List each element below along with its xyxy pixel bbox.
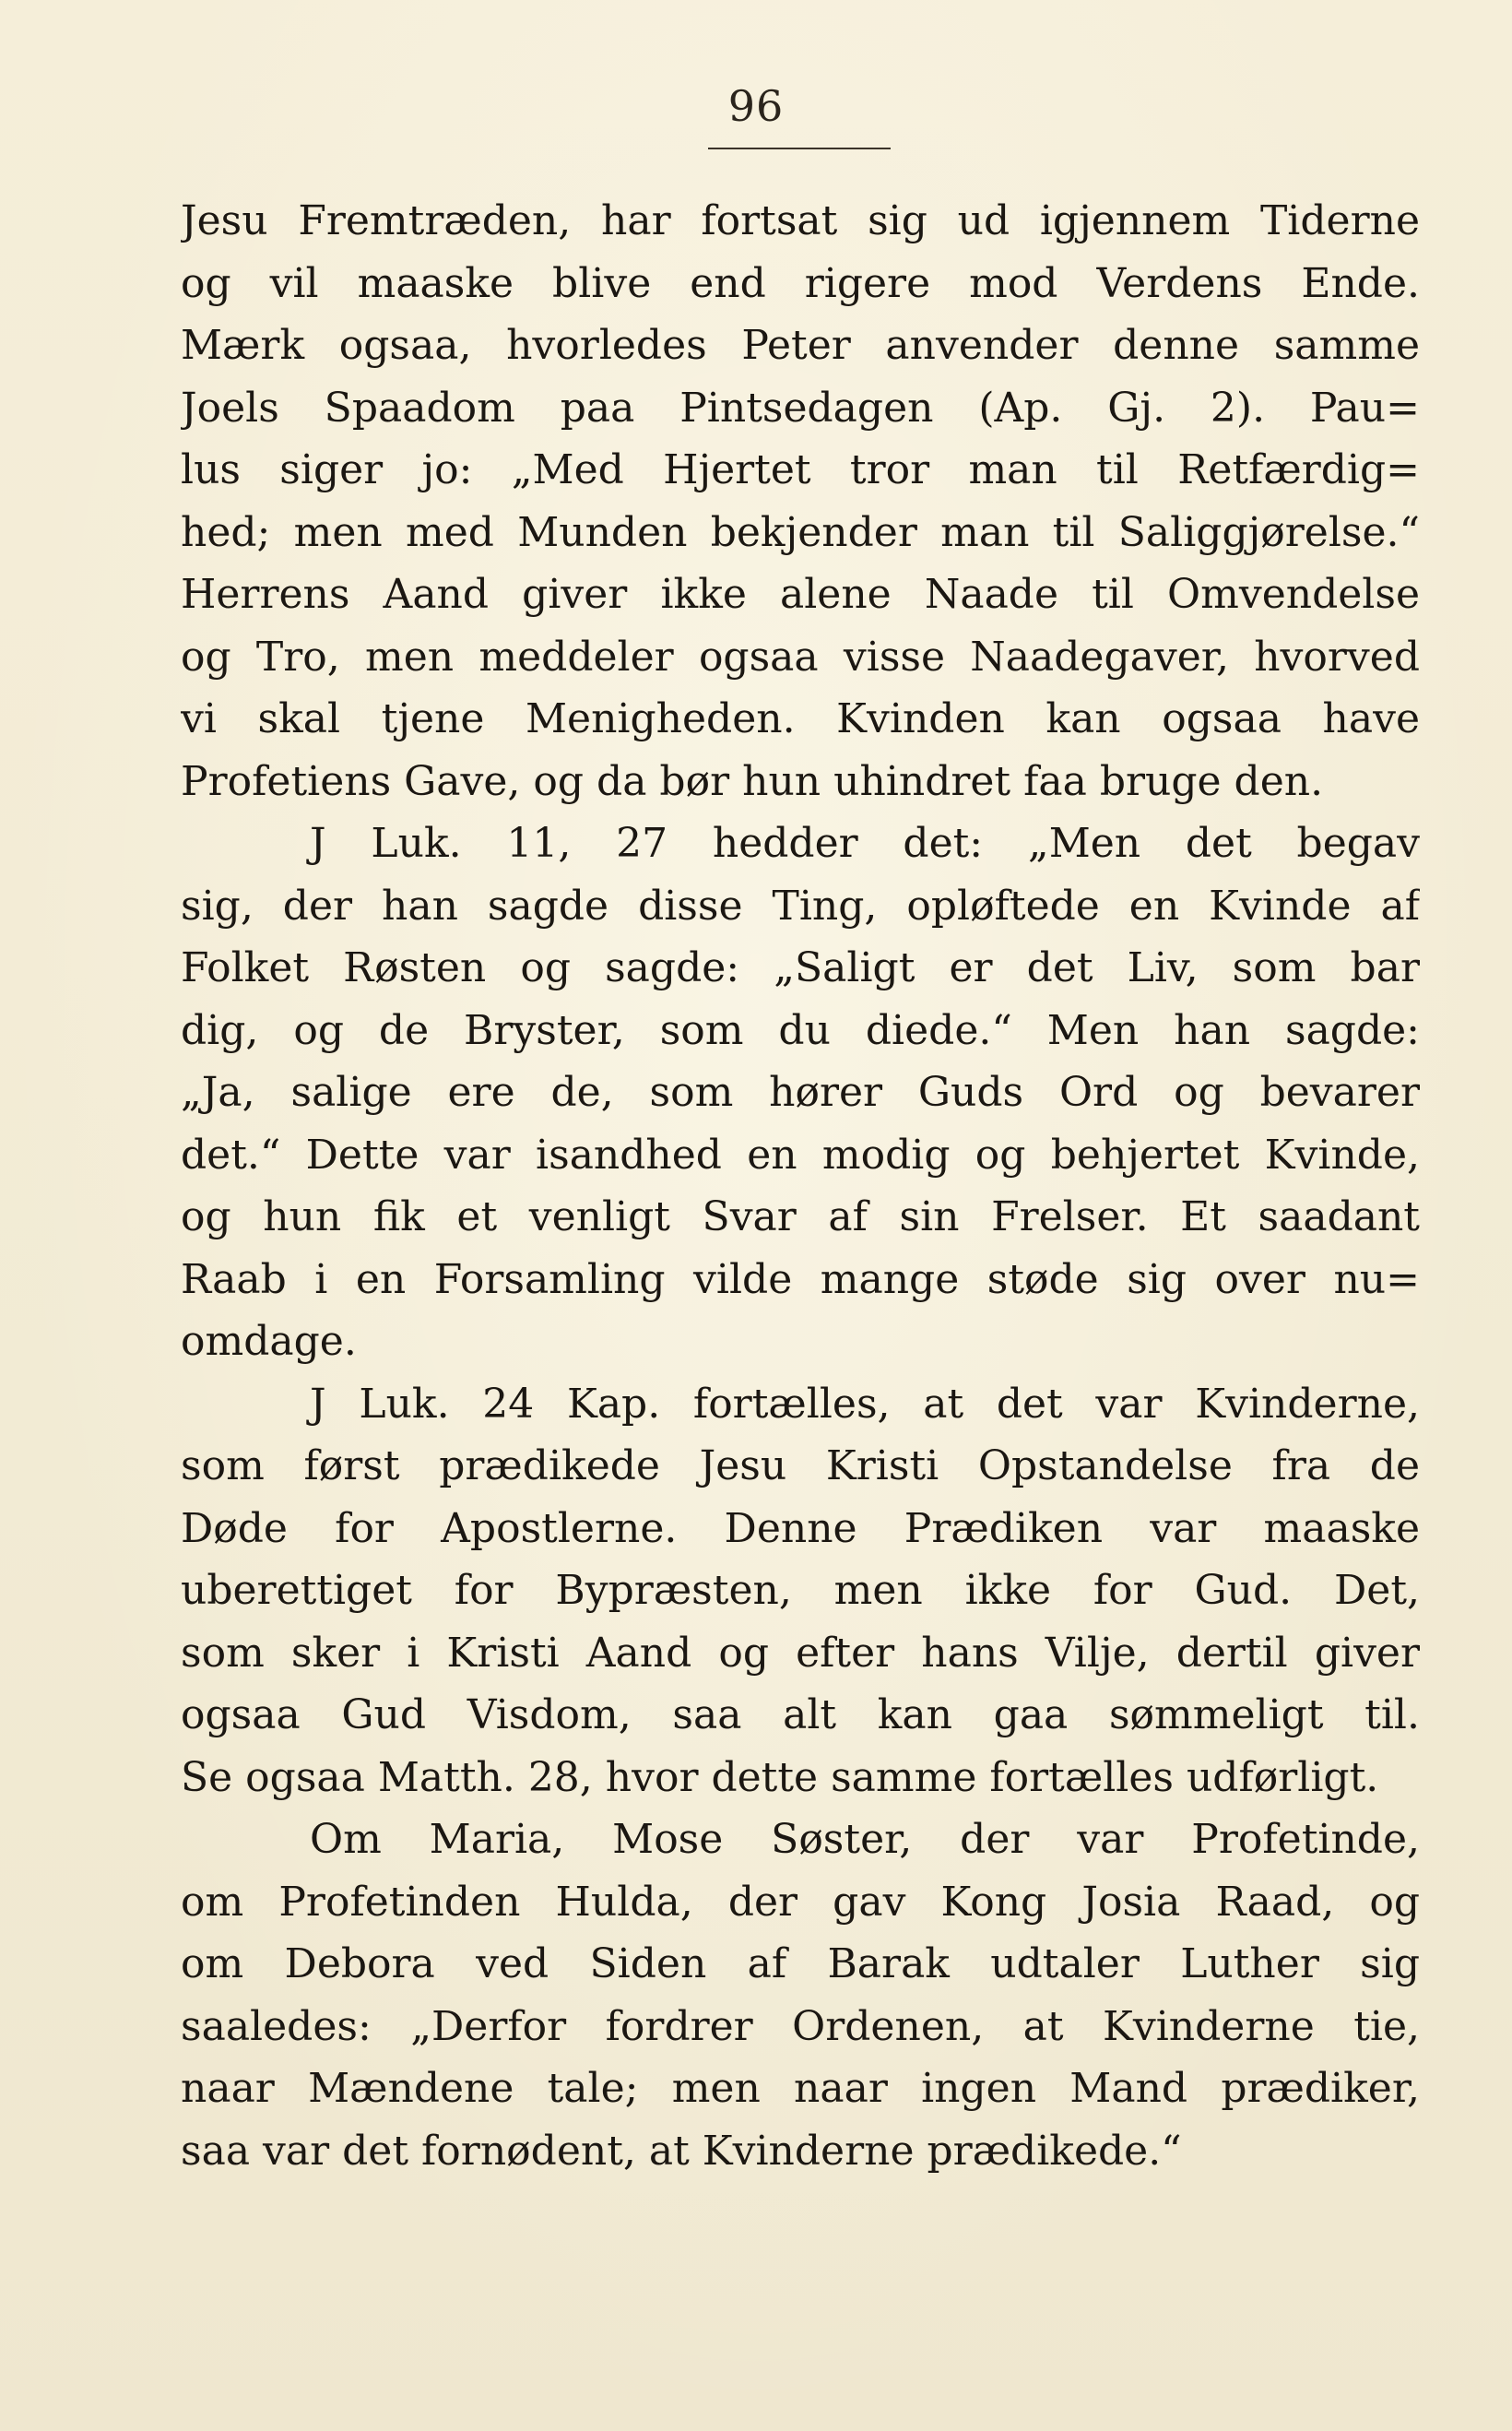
text-line: Døde for Apostlerne. Denne Prædiken var maaske — [181, 1504, 1420, 1552]
page-number: 96 — [727, 81, 785, 131]
text-line: dig, og de Bryster, som du diede.“ Men han sagde: — [181, 1006, 1420, 1054]
text-line: J Luk. 11, 27 hedder det: „Men det begav — [310, 820, 1420, 867]
text-line: J Luk. 24 Kap. fortælles, at det var Kvinderne, — [310, 1380, 1420, 1428]
text-line: „Ja, salige ere de, som hører Guds Ord og bevarer — [181, 1069, 1420, 1116]
text-line: Raab i en Forsamling vilde mange støde sig over nu= — [181, 1255, 1420, 1303]
text-line: hed; men med Munden bekjender man til Saliggjørelse.“ — [181, 508, 1420, 556]
text-line: lus siger jo: „Med Hjertet tror man til Retfærdig= — [181, 446, 1420, 493]
text-line: som først prædikede Jesu Kristi Opstandelse fra de — [181, 1442, 1420, 1489]
header-rule — [708, 148, 891, 149]
text-line: Mærk ogsaa, hvorledes Peter anvender denne samme — [181, 322, 1420, 369]
text-line: som sker i Kristi Aand og efter hans Vilje, dertil giver — [181, 1629, 1420, 1677]
text-line: ogsaa Gud Visdom, saa alt kan gaa sømmeligt til. — [181, 1691, 1420, 1738]
text-line: om Debora ved Siden af Barak udtaler Luther sig — [181, 1940, 1420, 1987]
text-line: Folket Røsten og sagde: „Saligt er det Liv, som bar — [181, 944, 1420, 991]
text-line: naar Mændene tale; men naar ingen Mand prædiker, — [181, 2065, 1420, 2112]
page-header — [0, 81, 1512, 131]
text-line: om Profetinden Hulda, der gav Kong Josia Raad, og — [181, 1878, 1420, 1926]
text-line: Se ogsaa Matth. 28, hvor dette samme fortælles udførligt. — [181, 1753, 1379, 1801]
body-text — [181, 190, 1420, 2182]
text-line: og vil maaske blive end rigere mod Verdens Ende. — [181, 259, 1420, 307]
text-line: saa var det fornødent, at Kvinderne prædikede.“ — [181, 2127, 1182, 2175]
text-line: og Tro, men meddeler ogsaa visse Naadegaver, hvorved — [181, 633, 1420, 681]
text-line: det.“ Dette var isandhed en modig og behjertet Kvinde, — [181, 1131, 1420, 1179]
text-line: omdage. — [181, 1318, 357, 1365]
text-line: Profetiens Gave, og da bør hun uhindret faa bruge den. — [181, 757, 1324, 805]
text-line: Om Maria, Mose Søster, der var Profetinde, — [310, 1816, 1420, 1863]
text-line: Herrens Aand giver ikke alene Naade til Omvendelse — [181, 571, 1420, 618]
text-line: uberettiget for Bypræsten, men ikke for Gud. Det, — [181, 1567, 1420, 1614]
text-line: Joels Spaadom paa Pintsedagen (Ap. Gj. 2). Pau= — [181, 384, 1420, 432]
text-line: vi skal tjene Menigheden. Kvinden kan ogsaa have — [181, 695, 1420, 742]
text-line: saaledes: „Derfor fordrer Ordenen, at Kvinderne tie, — [181, 2002, 1420, 2050]
text-line: Jesu Fremtræden, har fortsat sig ud igjennem Tiderne — [181, 197, 1420, 244]
text-line: og hun fik et venligt Svar af sin Frelser. Et saadant — [181, 1193, 1420, 1240]
text-line: sig, der han sagde disse Ting, opløftede en Kvinde af — [181, 882, 1420, 930]
